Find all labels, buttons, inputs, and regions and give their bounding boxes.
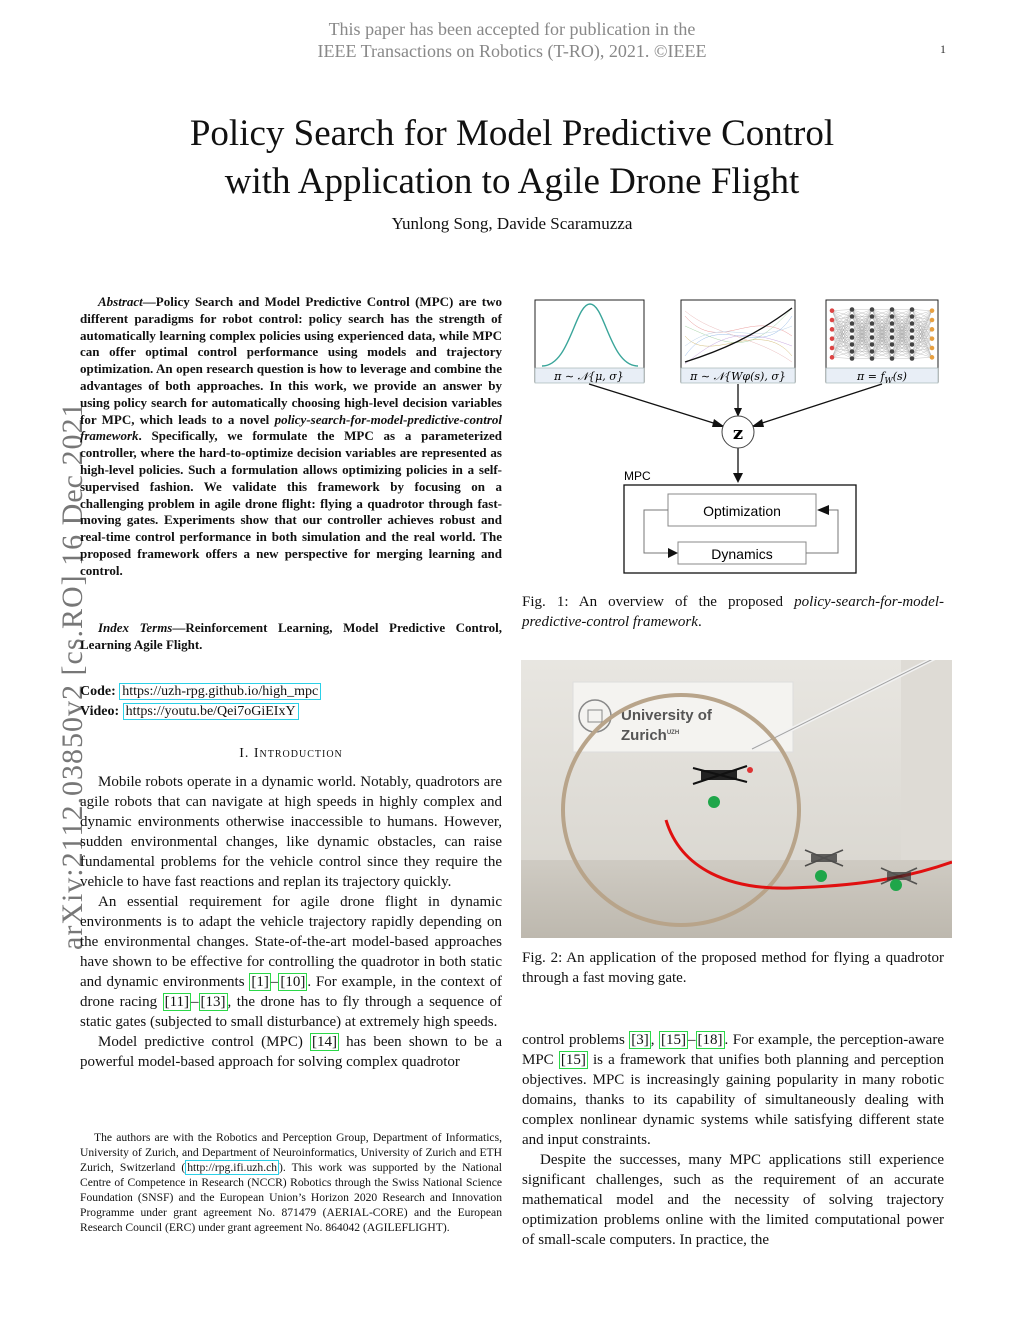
right-p1-part-b: . For example, the perception-aware MPC <box>522 1032 944 1068</box>
page-number: 1 <box>940 42 946 56</box>
nn-node-icon <box>850 321 855 326</box>
nn-node-icon <box>870 335 875 340</box>
nn-node-icon <box>850 335 855 340</box>
fig1-caption-italic: policy-search-for-model-predictive-control framework <box>522 594 944 630</box>
fig1-caption-suffix: . <box>697 614 702 630</box>
nn-node-icon <box>850 328 855 333</box>
neural-net-policy-panel <box>826 300 938 385</box>
nn-node-icon <box>890 328 895 333</box>
intro-paragraph-2 <box>80 892 502 1032</box>
nn-node-icon <box>910 342 915 347</box>
nn-node-icon <box>830 308 835 313</box>
gaussian-policy-panel <box>535 300 644 383</box>
arxiv-stamp <box>12 350 89 950</box>
section-title: Introduction <box>253 746 343 761</box>
right-p1-part-a: control problems <box>522 1032 630 1048</box>
publication-header <box>0 18 1024 62</box>
nn-node-icon <box>910 335 915 340</box>
nn-node-icon <box>890 349 895 354</box>
nn-node-icon <box>850 314 855 319</box>
citation-dash: – <box>688 1032 696 1048</box>
nn-node-icon <box>830 327 835 332</box>
citation-13[interactable]: [13] <box>200 994 226 1010</box>
nn-node-icon <box>910 356 915 361</box>
index-terms-label: Index Terms <box>98 620 173 635</box>
abstract-framework-name: policy-search-for-model-predictive-control framework <box>80 411 502 444</box>
right-paragraph-2: Despite the successes, many MPC applications still experience significant challenges, such as the requirement of an accurate mathematical model and the necessity of solving trajectory optimization problems online with the limited computational power of small-scale computers. In practice, the <box>522 1152 944 1248</box>
abstract-label: Abstract <box>98 294 143 309</box>
citation-10[interactable]: [10] <box>280 974 306 990</box>
index-terms-text: —Reinforcement Learning, Model Predictive Control, Learning Agile Flight. <box>80 620 503 652</box>
nn-node-icon <box>850 307 855 312</box>
target-marker <box>815 870 827 882</box>
citation-3[interactable]: [3] <box>631 1032 649 1048</box>
footnote-text-1: The authors are with the Robotics and Perception Group, Department of Informatics, University of Zurich, and Department of Neuroinformatics, University of Zurich and ETH Zurich, Switzerland ( <box>80 1131 502 1174</box>
citation-14[interactable]: [14] <box>312 1034 337 1050</box>
banner-zurich: Zurich$^{UZH}$ <box>621 727 680 744</box>
citation-11[interactable]: [11] <box>164 994 190 1010</box>
nn-node-icon <box>930 346 935 351</box>
citation-dash: – <box>191 994 199 1010</box>
nn-node-icon <box>870 328 875 333</box>
code-label: Code: <box>80 684 116 699</box>
mpc-label: MPC <box>624 469 651 483</box>
basis-policy-panel <box>681 300 795 383</box>
nn-node-icon <box>910 328 915 333</box>
nn-node-icon <box>910 314 915 319</box>
nn-node-icon <box>890 356 895 361</box>
title-line-2: with Application to Agile Drone Flight <box>224 161 800 202</box>
nn-node-icon <box>850 349 855 354</box>
footnote-url[interactable]: http://rpg.ifi.uzh.ch <box>187 1161 278 1174</box>
university-banner <box>573 682 793 752</box>
footnote <box>80 1130 502 1235</box>
abstract <box>80 294 502 580</box>
nn-node-icon <box>870 349 875 354</box>
nn-node-icon <box>830 355 835 360</box>
authors: Yunlong Song, Davide Scaramuzza <box>391 214 633 233</box>
nn-node-icon <box>910 349 915 354</box>
citation-dash: – <box>270 974 279 990</box>
nn-node-icon <box>830 346 835 351</box>
nn-node-icon <box>890 314 895 319</box>
header-line-2: IEEE Transactions on Robotics (T-RO), 2021. ©IEEE <box>317 41 707 61</box>
nn-node-icon <box>830 318 835 323</box>
title-line-1: Policy Search for Model Predictive Control <box>189 113 835 154</box>
target-marker <box>890 879 902 891</box>
figure-2-caption: Fig. 2: An application of the proposed method for flying a quadrotor through a fast moving gate. <box>522 950 944 986</box>
fig1-caption-prefix: Fig. 1: An overview of the proposed <box>522 594 795 610</box>
paper-title <box>100 110 924 206</box>
nn-node-icon <box>870 356 875 361</box>
nn-node-icon <box>850 356 855 361</box>
citation-sep: , <box>650 1032 660 1048</box>
abstract-text-2: . Specifically, we formulate the MPC as a parameterized controller, where the hard-to-optimize decision variables are represented as high-level policies. Such a formulation allows optimizing policies in a self-supervised fashion. We validate this framework by focusing on a challenging problem in agile drone flight: flying a quadrotor through fast-moving gates. Experiments show that our controller achieves robust and real-time control performance in both simulation and the real world. The proposed framework offers a new perspective for merging learning and control. <box>80 428 502 578</box>
nn-node-icon <box>870 307 875 312</box>
nn-node-icon <box>890 321 895 326</box>
code-link[interactable]: https://uzh-rpg.github.io/high_mpc <box>119 683 321 700</box>
citation-15[interactable]: [15] <box>661 1032 687 1048</box>
section-heading <box>80 746 502 762</box>
figure-1-caption <box>522 592 944 632</box>
section-number: I. <box>239 746 250 761</box>
abstract-text: —Policy Search and Model Predictive Control (MPC) are two different paradigms for robot control: policy search has the strength of automatically learning complex policies using experienced data, while MPC can offer optimal control performance using models and trajectory optimization. An open research question is how to leverage and combine the advantages of both approaches. In this work, we provide an answer by using policy search for automatically choosing high-level decision variables for MPC, which leads to a novel <box>80 294 502 427</box>
nn-node-icon <box>850 342 855 347</box>
intro-p3-part-a: Model predictive control (MPC) <box>98 1034 310 1050</box>
optimization-label: Optimization <box>703 503 781 519</box>
citation-15b[interactable]: [15] <box>560 1052 586 1068</box>
citation-18[interactable]: [18] <box>697 1032 723 1048</box>
intro-p2-part-b: . For example, in the context of drone racing <box>80 974 502 1010</box>
video-label: Video: <box>80 704 120 719</box>
header-line-1: This paper has been accepted for publication in the <box>328 19 696 39</box>
right-paragraph-1 <box>522 1030 944 1150</box>
nn-node-icon <box>910 321 915 326</box>
footnote-text-2: ). This work was supported by the National Centre of Competence in Research (NCCR) Robotics through the Swiss National Science Foundation (SNSF) and the European Union’s Horizon 2020 Research and Innovation Programme under grant agreement No. 871479 (AERIAL-CORE) and the European Research Council (ERC) under grant agreement No. 864042 (AGILEFLIGHT). <box>80 1161 502 1234</box>
nn-node-icon <box>930 355 935 360</box>
intro-p2-part-a: An essential requirement for agile drone flight in dynamic environments is to adapt the vehicle trajectory rapidly depending on the environmental changes. State-of-the-art model-based approaches have shown to be effective for controlling the quadrotor in both static and dynamic environments <box>80 894 502 990</box>
nn-node-icon <box>870 321 875 326</box>
arxiv-stamp-text: arXiv:2112.03850v2 [cs.RO] 16 Dec 2021 <box>56 401 89 950</box>
nn-node-icon <box>930 327 935 332</box>
right-p1-part-c: is a framework that unifies both planning and perception objectives. MPC is increasingly gaining popularity in many robotic domains, thanks to its capability of simultaneously dealing with complex nonlinear dynamic systems while satisfying different state and input constraints. <box>522 1052 944 1148</box>
figure-1-diagram <box>520 296 952 586</box>
nn-node-icon <box>890 335 895 340</box>
intro-p3-part-b: has been shown to be a powerful model-based approach for solving complex quadrotor <box>80 1034 503 1070</box>
z-node-label: z <box>732 423 744 444</box>
nn-node-icon <box>930 336 935 341</box>
nn-node-icon <box>890 307 895 312</box>
right-column-body <box>522 1030 944 1250</box>
figure-2-photo <box>521 660 952 938</box>
intro-paragraph-1: Mobile robots operate in a dynamic world. Notably, quadrotors are agile robots that can navigate at high speeds in highly complex and dynamic environments otherwise inaccessible to humans. However, sudden environmental changes, like dynamic obstacles, can raise fundamental problems for the vehicle control since they require the vehicle to have fast reactions and replan its trajectory quickly. <box>80 774 502 890</box>
video-link[interactable]: https://youtu.be/Qei7oGiEIxY <box>123 703 299 720</box>
gaussian-policy-label: π ∼ 𝒩{μ, σ} <box>554 370 624 383</box>
intro-p2-part-c: , the drone has to fly through a sequence of static gates (subjected to small disturbance) at extremely high speeds. <box>80 994 502 1030</box>
citation-1[interactable]: [1] <box>251 974 269 990</box>
basis-policy-label: π ∼ 𝒩{Wφ(s), σ} <box>690 370 786 383</box>
nn-node-icon <box>910 307 915 312</box>
nn-node-icon <box>930 318 935 323</box>
banner-university: University of <box>621 707 712 724</box>
index-terms <box>80 620 502 654</box>
intro-paragraph-3 <box>80 1032 502 1072</box>
resource-links <box>80 682 502 722</box>
introduction-body <box>80 772 502 1072</box>
dynamics-label: Dynamics <box>711 546 773 562</box>
nn-node-icon <box>870 314 875 319</box>
nn-node-icon <box>930 308 935 313</box>
target-marker <box>708 796 720 808</box>
nn-node-icon <box>870 342 875 347</box>
nn-node-icon <box>890 342 895 347</box>
nn-node-icon <box>830 336 835 341</box>
nn-policy-label: $\pi = f_W(s)$ <box>857 370 907 385</box>
